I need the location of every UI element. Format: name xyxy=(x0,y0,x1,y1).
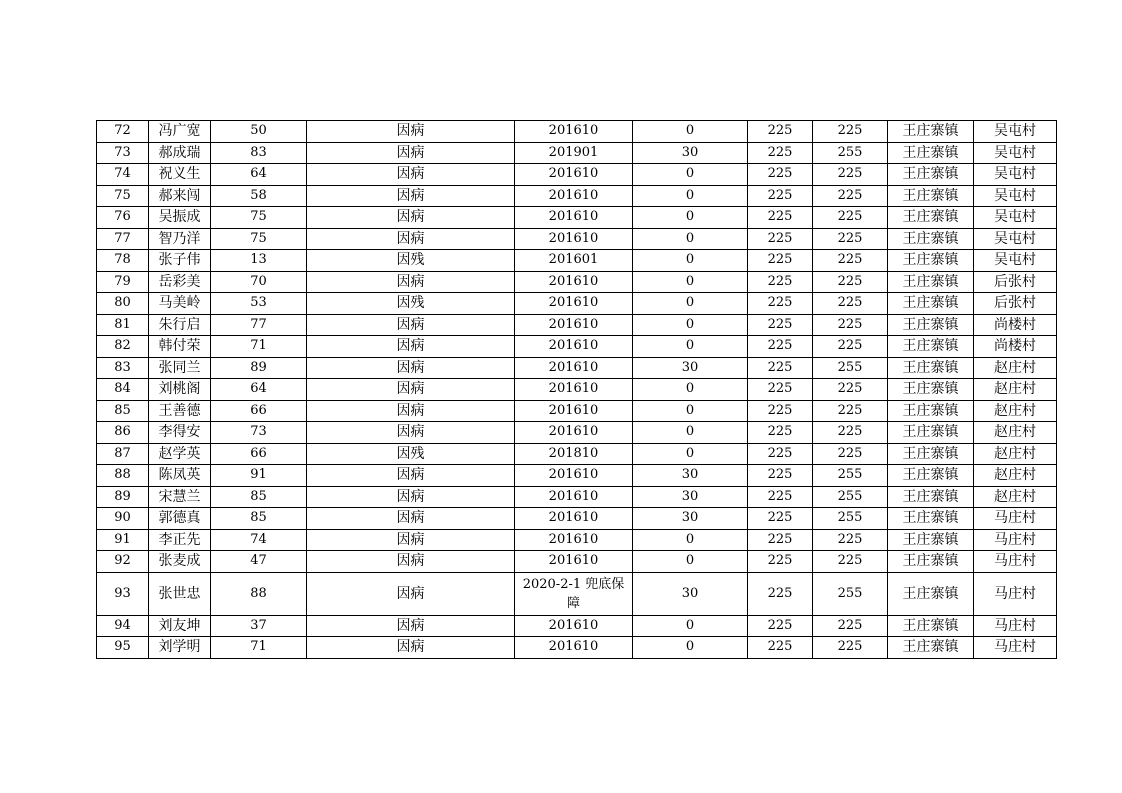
table-row xyxy=(97,185,1057,207)
village-cell: 吴屯村 xyxy=(974,185,1057,207)
town-cell: 王庄寨镇 xyxy=(888,293,974,315)
date-cell: 201610 xyxy=(515,422,633,444)
age-cell: 85 xyxy=(211,486,307,508)
reason-cell: 因病 xyxy=(307,121,515,143)
reason-cell: 因病 xyxy=(307,551,515,573)
reason-cell: 因病 xyxy=(307,271,515,293)
age-cell: 58 xyxy=(211,185,307,207)
town-cell: 王庄寨镇 xyxy=(888,422,974,444)
table-row xyxy=(97,314,1057,336)
village-cell: 赵庄村 xyxy=(974,379,1057,401)
base-amount-cell: 225 xyxy=(748,207,813,229)
total-amount-cell: 225 xyxy=(813,185,888,207)
age-cell: 37 xyxy=(211,615,307,637)
age-cell: 75 xyxy=(211,207,307,229)
table-row xyxy=(97,121,1057,143)
age-cell: 85 xyxy=(211,508,307,530)
village-cell: 马庄村 xyxy=(974,529,1057,551)
town-cell: 王庄寨镇 xyxy=(888,637,974,659)
reason-cell: 因残 xyxy=(307,250,515,272)
extra-amount-cell: 0 xyxy=(633,529,748,551)
total-amount-cell: 225 xyxy=(813,615,888,637)
town-cell: 王庄寨镇 xyxy=(888,185,974,207)
village-cell: 后张村 xyxy=(974,271,1057,293)
table-row xyxy=(97,271,1057,293)
table-row xyxy=(97,529,1057,551)
row-number-cell: 81 xyxy=(97,314,149,336)
reason-cell: 因病 xyxy=(307,379,515,401)
town-cell: 王庄寨镇 xyxy=(888,465,974,487)
village-cell: 马庄村 xyxy=(974,572,1057,615)
age-cell: 89 xyxy=(211,357,307,379)
reason-cell: 因病 xyxy=(307,422,515,444)
village-cell: 马庄村 xyxy=(974,615,1057,637)
town-cell: 王庄寨镇 xyxy=(888,400,974,422)
extra-amount-cell: 0 xyxy=(633,637,748,659)
town-cell: 王庄寨镇 xyxy=(888,121,974,143)
table-row xyxy=(97,207,1057,229)
table-row xyxy=(97,422,1057,444)
town-cell: 王庄寨镇 xyxy=(888,250,974,272)
village-cell: 赵庄村 xyxy=(974,422,1057,444)
row-number-cell: 86 xyxy=(97,422,149,444)
date-cell: 201610 xyxy=(515,486,633,508)
total-amount-cell: 225 xyxy=(813,379,888,401)
table-row xyxy=(97,293,1057,315)
date-cell: 201901 xyxy=(515,142,633,164)
extra-amount-cell: 30 xyxy=(633,357,748,379)
name-cell: 李正先 xyxy=(149,529,211,551)
town-cell: 王庄寨镇 xyxy=(888,164,974,186)
base-amount-cell: 225 xyxy=(748,357,813,379)
total-amount-cell: 255 xyxy=(813,142,888,164)
base-amount-cell: 225 xyxy=(748,185,813,207)
reason-cell: 因病 xyxy=(307,615,515,637)
name-cell: 宋慧兰 xyxy=(149,486,211,508)
reason-cell: 因病 xyxy=(307,486,515,508)
date-cell: 201610 xyxy=(515,185,633,207)
village-cell: 赵庄村 xyxy=(974,465,1057,487)
town-cell: 王庄寨镇 xyxy=(888,529,974,551)
row-number-cell: 73 xyxy=(97,142,149,164)
name-cell: 刘学明 xyxy=(149,637,211,659)
row-number-cell: 90 xyxy=(97,508,149,530)
extra-amount-cell: 0 xyxy=(633,551,748,573)
table-row xyxy=(97,357,1057,379)
reason-cell: 因病 xyxy=(307,637,515,659)
name-cell: 张麦成 xyxy=(149,551,211,573)
name-cell: 张世忠 xyxy=(149,572,211,615)
base-amount-cell: 225 xyxy=(748,142,813,164)
reason-cell: 因残 xyxy=(307,293,515,315)
base-amount-cell: 225 xyxy=(748,422,813,444)
table-row xyxy=(97,486,1057,508)
town-cell: 王庄寨镇 xyxy=(888,379,974,401)
age-cell: 73 xyxy=(211,422,307,444)
village-cell: 赵庄村 xyxy=(974,400,1057,422)
date-cell: 201610 xyxy=(515,379,633,401)
name-cell: 刘桃阁 xyxy=(149,379,211,401)
row-number-cell: 95 xyxy=(97,637,149,659)
base-amount-cell: 225 xyxy=(748,486,813,508)
name-cell: 岳彩美 xyxy=(149,271,211,293)
age-cell: 75 xyxy=(211,228,307,250)
town-cell: 王庄寨镇 xyxy=(888,357,974,379)
total-amount-cell: 225 xyxy=(813,529,888,551)
name-cell: 刘友坤 xyxy=(149,615,211,637)
name-cell: 马美岭 xyxy=(149,293,211,315)
base-amount-cell: 225 xyxy=(748,529,813,551)
village-cell: 吴屯村 xyxy=(974,250,1057,272)
extra-amount-cell: 0 xyxy=(633,615,748,637)
total-amount-cell: 255 xyxy=(813,357,888,379)
date-cell: 201610 xyxy=(515,400,633,422)
date-cell: 201610 xyxy=(515,314,633,336)
extra-amount-cell: 0 xyxy=(633,228,748,250)
row-number-cell: 72 xyxy=(97,121,149,143)
village-cell: 尚楼村 xyxy=(974,314,1057,336)
extra-amount-cell: 0 xyxy=(633,207,748,229)
town-cell: 王庄寨镇 xyxy=(888,228,974,250)
base-amount-cell: 225 xyxy=(748,615,813,637)
table-row xyxy=(97,572,1057,615)
date-cell: 201610 xyxy=(515,228,633,250)
row-number-cell: 93 xyxy=(97,572,149,615)
total-amount-cell: 255 xyxy=(813,508,888,530)
date-cell: 201610 xyxy=(515,336,633,358)
total-amount-cell: 225 xyxy=(813,400,888,422)
date-cell: 201601 xyxy=(515,250,633,272)
reason-cell: 因病 xyxy=(307,228,515,250)
table-row xyxy=(97,443,1057,465)
date-cell: 201610 xyxy=(515,551,633,573)
row-number-cell: 83 xyxy=(97,357,149,379)
name-cell: 张同兰 xyxy=(149,357,211,379)
total-amount-cell: 225 xyxy=(813,164,888,186)
village-cell: 吴屯村 xyxy=(974,164,1057,186)
extra-amount-cell: 30 xyxy=(633,508,748,530)
base-amount-cell: 225 xyxy=(748,250,813,272)
extra-amount-cell: 30 xyxy=(633,142,748,164)
base-amount-cell: 225 xyxy=(748,572,813,615)
row-number-cell: 82 xyxy=(97,336,149,358)
town-cell: 王庄寨镇 xyxy=(888,336,974,358)
table-row xyxy=(97,142,1057,164)
name-cell: 冯广宽 xyxy=(149,121,211,143)
town-cell: 王庄寨镇 xyxy=(888,443,974,465)
row-number-cell: 84 xyxy=(97,379,149,401)
date-cell: 201610 xyxy=(515,164,633,186)
row-number-cell: 88 xyxy=(97,465,149,487)
reason-cell: 因病 xyxy=(307,465,515,487)
reason-cell: 因病 xyxy=(307,400,515,422)
reason-cell: 因病 xyxy=(307,142,515,164)
total-amount-cell: 225 xyxy=(813,293,888,315)
base-amount-cell: 225 xyxy=(748,379,813,401)
name-cell: 祝义生 xyxy=(149,164,211,186)
row-number-cell: 74 xyxy=(97,164,149,186)
base-amount-cell: 225 xyxy=(748,637,813,659)
table-row xyxy=(97,615,1057,637)
base-amount-cell: 225 xyxy=(748,551,813,573)
table-row xyxy=(97,465,1057,487)
name-cell: 郝来闯 xyxy=(149,185,211,207)
table-row xyxy=(97,551,1057,573)
base-amount-cell: 225 xyxy=(748,443,813,465)
extra-amount-cell: 0 xyxy=(633,250,748,272)
age-cell: 64 xyxy=(211,164,307,186)
total-amount-cell: 225 xyxy=(813,637,888,659)
reason-cell: 因残 xyxy=(307,443,515,465)
total-amount-cell: 225 xyxy=(813,336,888,358)
row-number-cell: 87 xyxy=(97,443,149,465)
name-cell: 王善德 xyxy=(149,400,211,422)
name-cell: 智乃洋 xyxy=(149,228,211,250)
name-cell: 陈凤英 xyxy=(149,465,211,487)
town-cell: 王庄寨镇 xyxy=(888,271,974,293)
row-number-cell: 94 xyxy=(97,615,149,637)
village-cell: 马庄村 xyxy=(974,508,1057,530)
date-cell: 201810 xyxy=(515,443,633,465)
date-cell: 201610 xyxy=(515,357,633,379)
age-cell: 66 xyxy=(211,443,307,465)
town-cell: 王庄寨镇 xyxy=(888,572,974,615)
name-cell: 吴振成 xyxy=(149,207,211,229)
base-amount-cell: 225 xyxy=(748,293,813,315)
town-cell: 王庄寨镇 xyxy=(888,486,974,508)
extra-amount-cell: 0 xyxy=(633,271,748,293)
extra-amount-cell: 0 xyxy=(633,293,748,315)
base-amount-cell: 225 xyxy=(748,400,813,422)
date-cell: 201610 xyxy=(515,207,633,229)
base-amount-cell: 225 xyxy=(748,164,813,186)
base-amount-cell: 225 xyxy=(748,336,813,358)
reason-cell: 因病 xyxy=(307,207,515,229)
reason-cell: 因病 xyxy=(307,336,515,358)
extra-amount-cell: 0 xyxy=(633,422,748,444)
reason-cell: 因病 xyxy=(307,572,515,615)
town-cell: 王庄寨镇 xyxy=(888,314,974,336)
table-body xyxy=(97,121,1057,659)
village-cell: 赵庄村 xyxy=(974,443,1057,465)
village-cell: 赵庄村 xyxy=(974,357,1057,379)
age-cell: 83 xyxy=(211,142,307,164)
reason-cell: 因病 xyxy=(307,185,515,207)
total-amount-cell: 225 xyxy=(813,271,888,293)
town-cell: 王庄寨镇 xyxy=(888,615,974,637)
village-cell: 马庄村 xyxy=(974,551,1057,573)
age-cell: 50 xyxy=(211,121,307,143)
age-cell: 74 xyxy=(211,529,307,551)
extra-amount-cell: 0 xyxy=(633,314,748,336)
table-row xyxy=(97,336,1057,358)
reason-cell: 因病 xyxy=(307,314,515,336)
age-cell: 47 xyxy=(211,551,307,573)
age-cell: 91 xyxy=(211,465,307,487)
village-cell: 吴屯村 xyxy=(974,207,1057,229)
table-row xyxy=(97,228,1057,250)
base-amount-cell: 225 xyxy=(748,121,813,143)
date-cell: 201610 xyxy=(515,508,633,530)
town-cell: 王庄寨镇 xyxy=(888,207,974,229)
table-row xyxy=(97,508,1057,530)
base-amount-cell: 225 xyxy=(748,508,813,530)
village-cell: 尚楼村 xyxy=(974,336,1057,358)
age-cell: 77 xyxy=(211,314,307,336)
extra-amount-cell: 0 xyxy=(633,185,748,207)
row-number-cell: 77 xyxy=(97,228,149,250)
extra-amount-cell: 0 xyxy=(633,336,748,358)
data-table xyxy=(96,120,1057,659)
total-amount-cell: 225 xyxy=(813,121,888,143)
age-cell: 88 xyxy=(211,572,307,615)
row-number-cell: 76 xyxy=(97,207,149,229)
date-cell: 201610 xyxy=(515,293,633,315)
reason-cell: 因病 xyxy=(307,357,515,379)
name-cell: 赵学英 xyxy=(149,443,211,465)
age-cell: 71 xyxy=(211,336,307,358)
extra-amount-cell: 30 xyxy=(633,465,748,487)
extra-amount-cell: 30 xyxy=(633,486,748,508)
reason-cell: 因病 xyxy=(307,164,515,186)
total-amount-cell: 255 xyxy=(813,465,888,487)
age-cell: 13 xyxy=(211,250,307,272)
row-number-cell: 78 xyxy=(97,250,149,272)
age-cell: 64 xyxy=(211,379,307,401)
village-cell: 马庄村 xyxy=(974,637,1057,659)
row-number-cell: 79 xyxy=(97,271,149,293)
age-cell: 53 xyxy=(211,293,307,315)
age-cell: 66 xyxy=(211,400,307,422)
table-row xyxy=(97,250,1057,272)
total-amount-cell: 225 xyxy=(813,551,888,573)
row-number-cell: 80 xyxy=(97,293,149,315)
date-cell: 201610 xyxy=(515,529,633,551)
extra-amount-cell: 0 xyxy=(633,379,748,401)
village-cell: 后张村 xyxy=(974,293,1057,315)
name-cell: 韩付荣 xyxy=(149,336,211,358)
name-cell: 朱行启 xyxy=(149,314,211,336)
extra-amount-cell: 0 xyxy=(633,121,748,143)
date-cell: 201610 xyxy=(515,615,633,637)
total-amount-cell: 225 xyxy=(813,314,888,336)
row-number-cell: 91 xyxy=(97,529,149,551)
base-amount-cell: 225 xyxy=(748,271,813,293)
town-cell: 王庄寨镇 xyxy=(888,508,974,530)
table-row xyxy=(97,637,1057,659)
village-cell: 吴屯村 xyxy=(974,142,1057,164)
table-row xyxy=(97,400,1057,422)
name-cell: 李得安 xyxy=(149,422,211,444)
table-row xyxy=(97,164,1057,186)
extra-amount-cell: 0 xyxy=(633,443,748,465)
reason-cell: 因病 xyxy=(307,508,515,530)
base-amount-cell: 225 xyxy=(748,465,813,487)
base-amount-cell: 225 xyxy=(748,228,813,250)
reason-cell: 因病 xyxy=(307,529,515,551)
date-cell: 201610 xyxy=(515,637,633,659)
extra-amount-cell: 0 xyxy=(633,164,748,186)
total-amount-cell: 225 xyxy=(813,422,888,444)
age-cell: 71 xyxy=(211,637,307,659)
total-amount-cell: 225 xyxy=(813,228,888,250)
village-cell: 吴屯村 xyxy=(974,121,1057,143)
total-amount-cell: 225 xyxy=(813,443,888,465)
village-cell: 吴屯村 xyxy=(974,228,1057,250)
total-amount-cell: 255 xyxy=(813,486,888,508)
village-cell: 赵庄村 xyxy=(974,486,1057,508)
date-cell: 2020-2-1 兜底保障 xyxy=(515,572,633,615)
row-number-cell: 85 xyxy=(97,400,149,422)
row-number-cell: 92 xyxy=(97,551,149,573)
row-number-cell: 75 xyxy=(97,185,149,207)
town-cell: 王庄寨镇 xyxy=(888,142,974,164)
town-cell: 王庄寨镇 xyxy=(888,551,974,573)
total-amount-cell: 225 xyxy=(813,250,888,272)
total-amount-cell: 225 xyxy=(813,207,888,229)
total-amount-cell: 255 xyxy=(813,572,888,615)
date-cell: 201610 xyxy=(515,121,633,143)
name-cell: 郭德真 xyxy=(149,508,211,530)
extra-amount-cell: 0 xyxy=(633,400,748,422)
table-row xyxy=(97,379,1057,401)
name-cell: 郝成瑞 xyxy=(149,142,211,164)
name-cell: 张子伟 xyxy=(149,250,211,272)
base-amount-cell: 225 xyxy=(748,314,813,336)
extra-amount-cell: 30 xyxy=(633,572,748,615)
row-number-cell: 89 xyxy=(97,486,149,508)
date-cell: 201610 xyxy=(515,271,633,293)
date-cell: 201610 xyxy=(515,465,633,487)
age-cell: 70 xyxy=(211,271,307,293)
